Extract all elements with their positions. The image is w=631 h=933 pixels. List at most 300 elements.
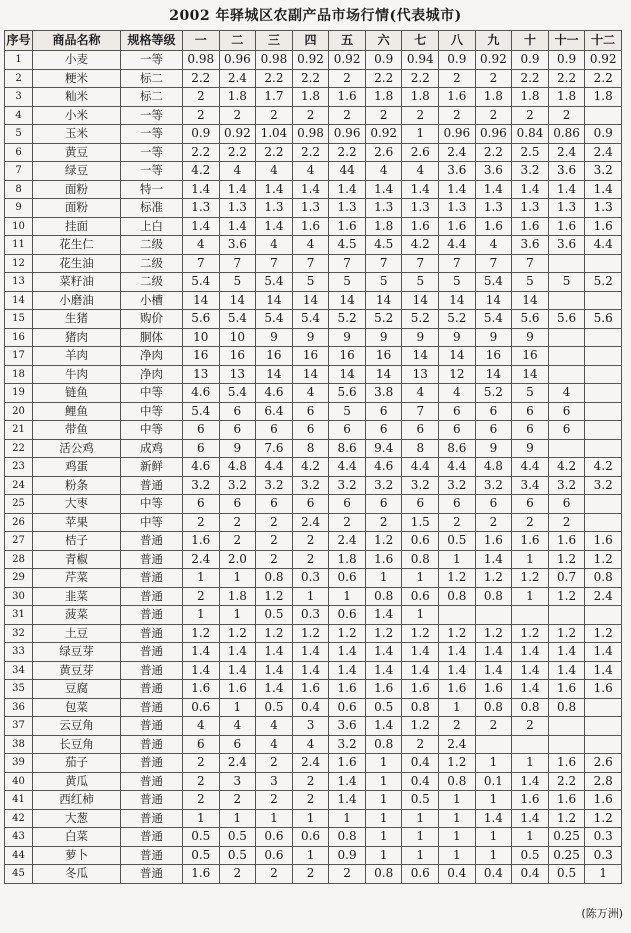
price-cell: 1 — [329, 809, 366, 828]
price-cell: 1.2 — [548, 550, 585, 569]
row-number: 24 — [5, 476, 33, 495]
product-name: 粉条 — [33, 476, 121, 495]
price-cell: 13 — [402, 365, 439, 384]
row-number: 42 — [5, 809, 33, 828]
price-cell: 3.6 — [219, 236, 256, 255]
price-cell: 0.4 — [402, 772, 439, 791]
price-cell: 4.6 — [256, 384, 293, 403]
price-cell: 1.4 — [219, 180, 256, 199]
price-cell: 6 — [548, 421, 585, 440]
grade-spec: 净肉 — [121, 365, 183, 384]
price-cell: 1.6 — [439, 680, 476, 699]
price-cell: 4.6 — [183, 458, 220, 477]
price-cell: 4.4 — [439, 458, 476, 477]
price-cell: 7 — [512, 254, 549, 273]
price-cell: 2 — [439, 69, 476, 88]
price-cell: 9 — [439, 328, 476, 347]
table-row — [5, 199, 622, 218]
grade-spec: 普通 — [121, 828, 183, 847]
price-cell: 2.2 — [256, 69, 293, 88]
price-cell: 6 — [548, 495, 585, 514]
price-cell: 1 — [439, 698, 476, 717]
row-number: 18 — [5, 365, 33, 384]
price-cell: 2 — [439, 717, 476, 736]
price-cell: 1.3 — [183, 199, 220, 218]
table-row — [5, 754, 622, 773]
product-name: 芹菜 — [33, 569, 121, 588]
price-cell: 2 — [292, 550, 329, 569]
price-cell: 2.2 — [183, 143, 220, 162]
price-cell: 4 — [256, 735, 293, 754]
price-cell: 5 — [292, 273, 329, 292]
price-cell: 4 — [475, 236, 512, 255]
column-header: 规格等级 — [121, 31, 183, 51]
table-row — [5, 532, 622, 551]
price-cell: 1.2 — [402, 624, 439, 643]
price-cell: 1.6 — [329, 754, 366, 773]
price-cell: 3.6 — [548, 236, 585, 255]
price-cell: 3.2 — [292, 476, 329, 495]
price-cell: 6 — [183, 735, 220, 754]
price-cell: 1.8 — [219, 587, 256, 606]
price-cell: 6 — [475, 495, 512, 514]
price-cell: 1.4 — [439, 180, 476, 199]
price-cell: 2 — [183, 791, 220, 810]
price-cell: 1.4 — [548, 180, 585, 199]
price-cell: 1.2 — [548, 587, 585, 606]
price-cell: 1.8 — [292, 88, 329, 107]
table-row — [5, 550, 622, 569]
row-number: 23 — [5, 458, 33, 477]
product-name: 韭菜 — [33, 587, 121, 606]
price-cell: 1.3 — [292, 199, 329, 218]
table-row — [5, 384, 622, 403]
price-cell: 1.8 — [365, 88, 402, 107]
price-cell: 1 — [183, 809, 220, 828]
price-cell: 4.4 — [256, 458, 293, 477]
price-cell — [512, 735, 549, 754]
price-cell — [585, 735, 622, 754]
price-cell: 7 — [256, 254, 293, 273]
price-cell: 1 — [365, 569, 402, 588]
product-name: 鸡蛋 — [33, 458, 121, 477]
price-cell: 0.96 — [475, 125, 512, 144]
price-cell: 4 — [292, 236, 329, 255]
price-cell: 1.8 — [329, 550, 366, 569]
grade-spec: 净肉 — [121, 347, 183, 366]
price-cell: 1 — [365, 791, 402, 810]
price-cell: 1.4 — [256, 180, 293, 199]
price-cell: 0.8 — [365, 865, 402, 884]
product-name: 西红柿 — [33, 791, 121, 810]
price-cell: 6 — [329, 495, 366, 514]
column-header: 四 — [292, 31, 329, 51]
grade-spec: 普通 — [121, 772, 183, 791]
grade-spec: 标准 — [121, 199, 183, 218]
price-cell: 2.2 — [512, 69, 549, 88]
row-number: 36 — [5, 698, 33, 717]
price-cell: 1.8 — [219, 88, 256, 107]
grade-spec: 一等 — [121, 125, 183, 144]
price-cell: 1.4 — [329, 180, 366, 199]
price-cell: 1.4 — [548, 643, 585, 662]
column-header: 商品名称 — [33, 31, 121, 51]
price-cell: 2.2 — [365, 69, 402, 88]
product-name: 大葱 — [33, 809, 121, 828]
price-cell: 4.2 — [402, 236, 439, 255]
price-cell: 2 — [512, 106, 549, 125]
price-cell: 0.5 — [219, 828, 256, 847]
grade-spec: 购价 — [121, 310, 183, 329]
price-cell — [585, 495, 622, 514]
price-cell: 6 — [256, 421, 293, 440]
price-cell: 14 — [256, 365, 293, 384]
price-cell: 1 — [439, 846, 476, 865]
price-cell: 2 — [402, 106, 439, 125]
price-cell: 0.96 — [439, 125, 476, 144]
table-row — [5, 106, 622, 125]
price-cell: 0.8 — [402, 698, 439, 717]
price-cell: 3.2 — [402, 476, 439, 495]
price-cell: 1.4 — [219, 217, 256, 236]
price-cell: 2 — [402, 735, 439, 754]
price-cell: 0.6 — [329, 569, 366, 588]
price-cell: 2.4 — [439, 143, 476, 162]
page-title: 2002 年驿城区农副产品市场行情(代表城市) — [169, 8, 462, 24]
price-cell: 0.96 — [219, 51, 256, 70]
table-row — [5, 735, 622, 754]
price-cell: 4 — [292, 162, 329, 181]
price-cell: 1.8 — [548, 88, 585, 107]
price-cell: 0.25 — [548, 846, 585, 865]
grade-spec: 普通 — [121, 550, 183, 569]
row-number: 16 — [5, 328, 33, 347]
price-cell: 5 — [402, 273, 439, 292]
price-cell: 3.2 — [329, 476, 366, 495]
row-number: 14 — [5, 291, 33, 310]
column-header: 十 — [512, 31, 549, 51]
row-number: 25 — [5, 495, 33, 514]
price-cell: 7 — [219, 254, 256, 273]
row-number: 41 — [5, 791, 33, 810]
price-cell: 5.4 — [219, 310, 256, 329]
price-cell: 0.6 — [402, 587, 439, 606]
price-cell: 1 — [402, 606, 439, 625]
grade-spec: 普通 — [121, 791, 183, 810]
price-cell: 0.4 — [475, 865, 512, 884]
row-number: 31 — [5, 606, 33, 625]
product-name: 链鱼 — [33, 384, 121, 403]
price-cell: 2 — [329, 69, 366, 88]
table-row — [5, 69, 622, 88]
price-cell: 14 — [402, 347, 439, 366]
table-row — [5, 476, 622, 495]
table-row — [5, 88, 622, 107]
price-cell: 4.2 — [585, 458, 622, 477]
price-cell: 1.4 — [475, 809, 512, 828]
product-name: 长豆角 — [33, 735, 121, 754]
price-cell: 1.3 — [512, 199, 549, 218]
product-name: 萝卜 — [33, 846, 121, 865]
price-cell: 6 — [365, 495, 402, 514]
price-cell: 1.6 — [183, 865, 220, 884]
price-cell: 1.4 — [256, 661, 293, 680]
price-cell: 1.2 — [219, 624, 256, 643]
market-price-table — [4, 30, 622, 884]
price-cell: 2.4 — [292, 513, 329, 532]
price-cell: 2 — [256, 106, 293, 125]
price-cell: 1 — [256, 809, 293, 828]
product-name: 黄豆 — [33, 143, 121, 162]
price-cell: 0.8 — [365, 735, 402, 754]
price-cell: 1.6 — [548, 680, 585, 699]
product-name: 鲤鱼 — [33, 402, 121, 421]
price-cell: 1 — [292, 587, 329, 606]
price-cell: 1.8 — [365, 217, 402, 236]
price-cell: 6 — [365, 402, 402, 421]
price-cell: 2 — [183, 106, 220, 125]
price-cell: 9 — [402, 328, 439, 347]
price-cell: 2.2 — [292, 143, 329, 162]
price-cell: 5 — [512, 384, 549, 403]
grade-spec: 普通 — [121, 809, 183, 828]
price-cell: 2.6 — [402, 143, 439, 162]
price-cell: 1 — [512, 550, 549, 569]
price-cell: 6 — [402, 421, 439, 440]
price-cell: 0.1 — [475, 772, 512, 791]
price-cell: 1 — [475, 754, 512, 773]
price-cell: 4.5 — [329, 236, 366, 255]
price-cell: 1.4 — [475, 643, 512, 662]
price-cell: 6 — [365, 421, 402, 440]
price-cell: 2 — [292, 791, 329, 810]
price-cell: 1 — [292, 809, 329, 828]
price-cell: 1.4 — [365, 717, 402, 736]
table-row — [5, 273, 622, 292]
price-cell: 1.4 — [548, 661, 585, 680]
price-cell: 2.2 — [329, 143, 366, 162]
price-cell: 1.4 — [183, 217, 220, 236]
price-cell: 1.8 — [585, 88, 622, 107]
row-number: 38 — [5, 735, 33, 754]
price-cell: 1.6 — [475, 217, 512, 236]
price-cell: 0.5 — [183, 846, 220, 865]
price-cell: 16 — [219, 347, 256, 366]
row-number: 3 — [5, 88, 33, 107]
grade-spec: 中等 — [121, 513, 183, 532]
price-cell: 2 — [183, 754, 220, 773]
price-cell: 2 — [475, 106, 512, 125]
price-cell: 1.2 — [256, 587, 293, 606]
price-cell: 6 — [475, 402, 512, 421]
grade-spec: 二级 — [121, 236, 183, 255]
price-cell: 1.6 — [548, 754, 585, 773]
column-header: 序号 — [5, 31, 33, 51]
price-cell: 7 — [292, 254, 329, 273]
grade-spec: 小槽 — [121, 291, 183, 310]
price-cell: 4.4 — [512, 458, 549, 477]
price-cell: 0.84 — [512, 125, 549, 144]
price-cell: 3 — [219, 772, 256, 791]
grade-spec: 中等 — [121, 495, 183, 514]
price-cell: 1.6 — [512, 217, 549, 236]
price-cell: 1.2 — [439, 754, 476, 773]
grade-spec: 一等 — [121, 162, 183, 181]
price-cell: 1 — [475, 846, 512, 865]
price-cell: 1 — [512, 587, 549, 606]
price-cell: 2 — [256, 550, 293, 569]
product-name: 黄瓜 — [33, 772, 121, 791]
price-cell: 1.6 — [548, 791, 585, 810]
price-cell: 5.2 — [402, 310, 439, 329]
table-row — [5, 291, 622, 310]
price-cell: 44 — [329, 162, 366, 181]
price-cell: 1.4 — [183, 661, 220, 680]
price-cell: 1 — [439, 791, 476, 810]
grade-spec: 胴体 — [121, 328, 183, 347]
price-cell: 2.2 — [292, 69, 329, 88]
price-cell: 1 — [292, 846, 329, 865]
price-cell: 1 — [219, 698, 256, 717]
price-cell: 4.4 — [402, 458, 439, 477]
grade-spec: 普通 — [121, 754, 183, 773]
price-cell: 5 — [439, 273, 476, 292]
price-cell: 0.5 — [183, 828, 220, 847]
price-cell: 0.3 — [585, 846, 622, 865]
price-cell: 1.6 — [329, 680, 366, 699]
price-cell — [585, 384, 622, 403]
price-cell: 2 — [512, 717, 549, 736]
price-cell: 4 — [292, 735, 329, 754]
price-cell: 1.4 — [402, 180, 439, 199]
price-cell: 3.8 — [365, 384, 402, 403]
price-cell: 1.4 — [512, 661, 549, 680]
price-cell: 9 — [512, 439, 549, 458]
price-cell: 1 — [219, 569, 256, 588]
table-row — [5, 643, 622, 662]
price-cell: 2 — [292, 532, 329, 551]
price-cell: 2 — [292, 772, 329, 791]
price-cell: 4.2 — [183, 162, 220, 181]
row-number: 26 — [5, 513, 33, 532]
price-cell: 0.6 — [292, 828, 329, 847]
price-cell: 2 — [183, 88, 220, 107]
price-cell: 1.7 — [256, 88, 293, 107]
price-cell: 5.2 — [329, 310, 366, 329]
product-name: 花生油 — [33, 254, 121, 273]
price-cell: 7.6 — [256, 439, 293, 458]
row-number: 9 — [5, 199, 33, 218]
row-number: 8 — [5, 180, 33, 199]
price-cell: 9 — [512, 328, 549, 347]
price-cell: 14 — [439, 347, 476, 366]
grade-spec: 普通 — [121, 569, 183, 588]
price-cell: 14 — [256, 291, 293, 310]
price-cell: 0.5 — [439, 532, 476, 551]
grade-spec: 一等 — [121, 51, 183, 70]
row-number: 12 — [5, 254, 33, 273]
price-cell: 2 — [292, 106, 329, 125]
price-cell: 6 — [219, 421, 256, 440]
price-cell: 2 — [439, 106, 476, 125]
price-cell: 4.8 — [475, 458, 512, 477]
price-cell: 0.9 — [512, 51, 549, 70]
price-cell: 5 — [512, 273, 549, 292]
price-cell: 4 — [256, 717, 293, 736]
price-cell: 3.2 — [548, 476, 585, 495]
grade-spec: 普通 — [121, 476, 183, 495]
grade-spec: 普通 — [121, 680, 183, 699]
table-row — [5, 458, 622, 477]
price-cell: 4 — [402, 162, 439, 181]
price-cell — [548, 439, 585, 458]
price-cell — [439, 606, 476, 625]
price-cell: 4 — [548, 384, 585, 403]
price-cell: 1 — [365, 828, 402, 847]
product-name: 籼米 — [33, 88, 121, 107]
price-cell: 16 — [475, 347, 512, 366]
price-cell: 2.2 — [402, 69, 439, 88]
price-cell: 0.4 — [439, 865, 476, 884]
price-cell: 1.4 — [365, 606, 402, 625]
grade-spec: 普通 — [121, 532, 183, 551]
price-cell: 2 — [219, 513, 256, 532]
price-cell: 6 — [256, 495, 293, 514]
price-cell: 1.2 — [292, 624, 329, 643]
grade-spec: 普通 — [121, 643, 183, 662]
price-cell: 2.2 — [219, 143, 256, 162]
price-cell: 4 — [292, 384, 329, 403]
price-cell: 3.2 — [585, 476, 622, 495]
price-cell: 5.6 — [183, 310, 220, 329]
grade-spec: 普通 — [121, 717, 183, 736]
price-cell: 0.8 — [475, 587, 512, 606]
price-cell: 1.8 — [402, 88, 439, 107]
price-cell: 0.9 — [365, 51, 402, 70]
price-cell: 1.2 — [365, 624, 402, 643]
price-cell: 14 — [365, 365, 402, 384]
product-name: 小米 — [33, 106, 121, 125]
price-cell: 3 — [292, 717, 329, 736]
price-cell: 5 — [365, 273, 402, 292]
price-cell: 0.98 — [292, 125, 329, 144]
price-cell: 5 — [329, 273, 366, 292]
price-cell: 9.4 — [365, 439, 402, 458]
table-row — [5, 661, 622, 680]
column-header: 一 — [183, 31, 220, 51]
price-cell — [548, 328, 585, 347]
price-cell: 0.4 — [292, 698, 329, 717]
price-cell: 1.2 — [183, 624, 220, 643]
table-row — [5, 125, 622, 144]
price-cell: 9 — [292, 328, 329, 347]
price-cell: 6 — [292, 495, 329, 514]
grade-spec: 中等 — [121, 384, 183, 403]
table-row — [5, 717, 622, 736]
price-cell: 1.6 — [439, 88, 476, 107]
price-cell: 1.4 — [365, 643, 402, 662]
row-number: 32 — [5, 624, 33, 643]
price-cell: 1 — [439, 809, 476, 828]
price-cell: 0.6 — [256, 846, 293, 865]
price-cell: 4 — [402, 384, 439, 403]
price-cell: 1.04 — [256, 125, 293, 144]
price-cell — [585, 106, 622, 125]
price-cell: 0.5 — [365, 698, 402, 717]
price-cell: 0.6 — [256, 828, 293, 847]
column-header: 九 — [475, 31, 512, 51]
price-cell: 1.4 — [439, 643, 476, 662]
